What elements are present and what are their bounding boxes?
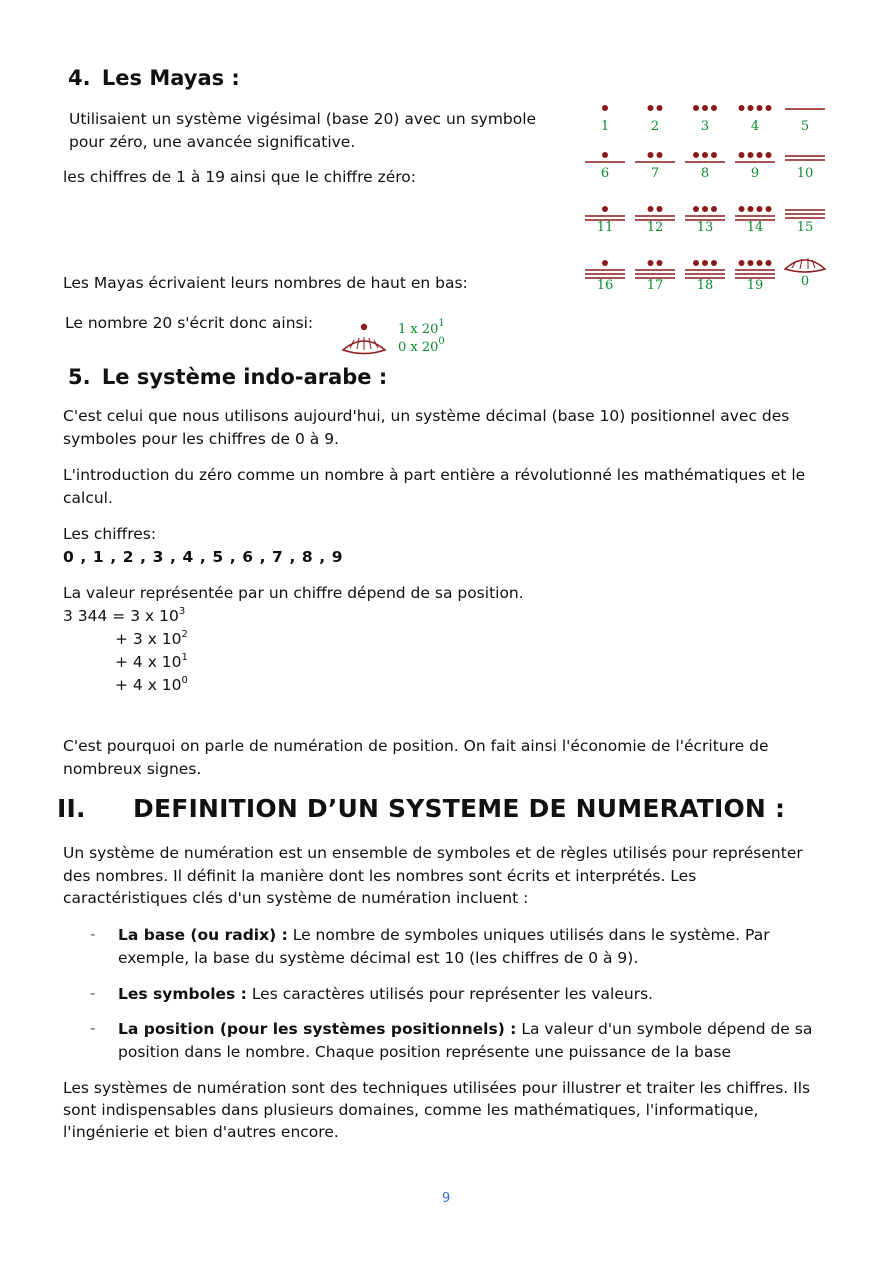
equation-term: 3 344 = 3 x 10 bbox=[63, 607, 179, 625]
maya-numeral-label: 6 bbox=[600, 166, 610, 181]
equation-term: + 4 x 10 bbox=[115, 653, 182, 671]
maya-twenty-figure bbox=[340, 320, 470, 362]
maya-numeral-1 bbox=[601, 105, 609, 134]
maya-dot bbox=[757, 206, 763, 212]
maya-dot bbox=[748, 206, 754, 212]
maya-numeral-3 bbox=[693, 105, 717, 134]
maya-dot bbox=[739, 152, 745, 158]
maya-numeral-label: 7 bbox=[650, 166, 660, 181]
definition-p1-line3: caractéristiques clés d'un système de numération incluent : bbox=[63, 889, 529, 907]
bullet-item-symboles bbox=[118, 983, 653, 1006]
bullet-item-position-line2: position dans le nombre. Chaque position représente une puissance de la base bbox=[118, 1043, 731, 1061]
equation-exponent: 3 bbox=[178, 606, 186, 617]
maya-numeral-label: 14 bbox=[746, 220, 764, 235]
maya-twenty-svg bbox=[340, 320, 400, 360]
bullet-text: Le nombre de symboles uniques utilisés dans le système. Par bbox=[287, 926, 770, 944]
bullet-term: Les symboles : bbox=[118, 985, 247, 1003]
maya-dot bbox=[766, 260, 772, 266]
maya-dot bbox=[739, 206, 745, 212]
bullet-marker: - bbox=[90, 984, 96, 1002]
indo-p2-line1: L'introduction du zéro comme un nombre à part entière a révolutionné les mathématiques et le bbox=[63, 466, 806, 484]
maya-numeral-label: 10 bbox=[796, 166, 814, 181]
maya-dot bbox=[648, 260, 654, 266]
indo-p2-line2: calcul. bbox=[63, 489, 113, 507]
mayas-intro-line2: pour zéro, une avancée significative. bbox=[69, 133, 356, 151]
maya-dot bbox=[702, 152, 708, 158]
maya-twenty-exp1: 1 bbox=[438, 318, 445, 329]
maya-numeral-6 bbox=[585, 152, 625, 181]
maya-twenty-line2: 0 x 20 bbox=[398, 340, 439, 355]
indo-p1-line1: C'est celui que nous utilisons aujourd'hui, un système décimal (base 10) positionnel avec des bbox=[63, 407, 790, 425]
equation-term: + 3 x 10 bbox=[115, 630, 182, 648]
indo-equation-line1 bbox=[63, 605, 185, 628]
maya-twenty-line1: 1 x 20 bbox=[398, 322, 439, 337]
maya-dot bbox=[648, 105, 654, 111]
maya-numeral-0 bbox=[785, 258, 825, 289]
equation-exponent: 2 bbox=[181, 629, 188, 640]
equation-exponent: 0 bbox=[181, 675, 188, 686]
maya-dot bbox=[693, 152, 699, 158]
mayas-intro-line1: Utilisaient un système vigésimal (base 20) avec un symbole bbox=[69, 110, 537, 128]
maya-numeral-10 bbox=[785, 156, 825, 181]
maya-dot bbox=[602, 105, 608, 111]
maya-numeral-5 bbox=[785, 109, 825, 134]
indo-p1-line2: symboles pour les chiffres de 0 à 9. bbox=[63, 430, 340, 448]
maya-numeral-18 bbox=[685, 260, 725, 293]
equation-exponent: 1 bbox=[181, 652, 188, 663]
maya-numeral-7 bbox=[635, 152, 675, 181]
maya-numeral-13 bbox=[685, 206, 725, 235]
indo-p3-line1: C'est pourquoi on parle de numération de position. On fait ainsi l'économie de l'écriture de bbox=[63, 737, 769, 755]
section-number: II. bbox=[57, 794, 86, 823]
maya-dot bbox=[657, 152, 663, 158]
maya-numeral-label: 9 bbox=[750, 166, 760, 181]
maya-dot bbox=[711, 206, 717, 212]
maya-dot bbox=[361, 324, 367, 330]
indo-equation-line4 bbox=[115, 674, 188, 697]
maya-numeral-17 bbox=[635, 260, 675, 293]
maya-dot bbox=[748, 260, 754, 266]
maya-numeral-2 bbox=[648, 105, 663, 134]
maya-dot bbox=[602, 206, 608, 212]
bullet-term: La position (pour les systèmes positionnels) : bbox=[118, 1020, 517, 1038]
maya-dot bbox=[693, 105, 699, 111]
maya-dot bbox=[739, 105, 745, 111]
maya-numeral-11 bbox=[585, 206, 625, 235]
bullet-text: La valeur d'un symbole dépend de sa bbox=[516, 1020, 813, 1038]
maya-dot bbox=[693, 260, 699, 266]
indo-value-text: La valeur représentée par un chiffre dépend de sa position. bbox=[63, 584, 524, 602]
indo-p3-line2: nombreux signes. bbox=[63, 760, 202, 778]
maya-dot bbox=[711, 105, 717, 111]
section-number: 5. bbox=[68, 365, 91, 389]
maya-dot bbox=[702, 105, 708, 111]
maya-dot bbox=[748, 152, 754, 158]
maya-dot bbox=[602, 260, 608, 266]
section-title: Les Mayas : bbox=[101, 66, 240, 90]
maya-numeral-label: 12 bbox=[646, 220, 664, 235]
equation-term: + 4 x 10 bbox=[115, 676, 182, 694]
maya-numeral-label: 17 bbox=[646, 278, 664, 293]
section-heading-indo bbox=[68, 365, 387, 389]
maya-numeral-9 bbox=[735, 152, 775, 181]
maya-numeral-15 bbox=[785, 210, 825, 235]
maya-dot bbox=[602, 152, 608, 158]
maya-dot bbox=[766, 105, 772, 111]
maya-dot bbox=[648, 152, 654, 158]
maya-dot bbox=[657, 105, 663, 111]
definition-p1-line2: des nombres. Il définit la manière dont les nombres sont écrits et interprétés. Les bbox=[63, 867, 697, 885]
mayas-order-text: Les Mayas écrivaient leurs nombres de haut en bas: bbox=[63, 274, 468, 292]
maya-dot bbox=[757, 152, 763, 158]
maya-numeral-label: 11 bbox=[596, 220, 614, 235]
maya-numeral-16 bbox=[585, 260, 625, 293]
bullet-text: Les caractères utilisés pour représenter les valeurs. bbox=[246, 985, 654, 1003]
maya-numeral-label: 3 bbox=[700, 119, 710, 134]
maya-dot bbox=[757, 260, 763, 266]
maya-dot bbox=[748, 105, 754, 111]
indo-digits-label: Les chiffres: bbox=[63, 525, 157, 543]
maya-numeral-label: 5 bbox=[800, 119, 810, 134]
bullet-term: La base (ou radix) : bbox=[118, 926, 288, 944]
maya-numerals-figure bbox=[585, 100, 835, 295]
maya-dot bbox=[711, 260, 717, 266]
maya-numeral-label: 0 bbox=[800, 274, 810, 289]
maya-numeral-8 bbox=[685, 152, 725, 181]
maya-dot bbox=[648, 206, 654, 212]
bullet-item-base-line2: exemple, la base du système décimal est 10 (les chiffres de 0 à 9). bbox=[118, 949, 639, 967]
maya-twenty-exp2: 0 bbox=[438, 336, 445, 347]
shell-icon bbox=[785, 260, 825, 272]
section-title: Le système indo-arabe : bbox=[101, 365, 388, 389]
indo-digits: 0 , 1 , 2 , 3 , 4 , 5 , 6 , 7 , 8 , 9 bbox=[63, 548, 344, 566]
definition-p2-line2: sont indispensables dans plusieurs domaines, comme les mathématiques, l'informatique, bbox=[63, 1101, 759, 1119]
section-number: 4. bbox=[68, 66, 91, 90]
maya-numeral-19 bbox=[735, 260, 775, 293]
maya-numeral-label: 18 bbox=[696, 278, 714, 293]
bullet-item-base-line1 bbox=[118, 924, 770, 947]
maya-numeral-label: 8 bbox=[700, 166, 710, 181]
maya-numeral-label: 2 bbox=[650, 119, 660, 134]
section-title: DEFINITION D’UN SYSTEME DE NUMERATION : bbox=[133, 794, 786, 823]
indo-equation-line2 bbox=[115, 628, 188, 651]
maya-dot bbox=[702, 206, 708, 212]
maya-numeral-label: 19 bbox=[746, 278, 764, 293]
shell-icon bbox=[343, 337, 385, 354]
indo-equation-line3 bbox=[115, 651, 188, 674]
maya-numeral-14 bbox=[735, 206, 775, 235]
maya-dot bbox=[693, 206, 699, 212]
bullet-item-position-line1 bbox=[118, 1018, 812, 1041]
maya-dot bbox=[766, 206, 772, 212]
maya-numeral-4 bbox=[739, 105, 772, 134]
mayas-digits-text: les chiffres de 1 à 19 ainsi que le chiffre zéro: bbox=[63, 168, 416, 186]
maya-dot bbox=[711, 152, 717, 158]
definition-p2-line1: Les systèmes de numération sont des techniques utilisées pour illustrer et traiter les chiffres. Ils bbox=[63, 1079, 811, 1097]
maya-numeral-label: 16 bbox=[596, 278, 614, 293]
mayas-twenty-text: Le nombre 20 s'écrit donc ainsi: bbox=[65, 314, 314, 332]
section-heading-definition bbox=[57, 794, 786, 823]
maya-dot bbox=[702, 260, 708, 266]
definition-p1-line1: Un système de numération est un ensemble de symboles et de règles utilisés pour représenter bbox=[63, 844, 803, 862]
maya-numeral-label: 15 bbox=[796, 220, 814, 235]
page-number: 9 bbox=[442, 1191, 451, 1206]
maya-dot bbox=[657, 206, 663, 212]
maya-numeral-12 bbox=[635, 206, 675, 235]
maya-numerals-svg bbox=[585, 100, 835, 295]
definition-p2-line3: l'ingénierie et bien d'autres encore. bbox=[63, 1123, 339, 1141]
maya-dot bbox=[757, 105, 763, 111]
maya-numeral-label: 13 bbox=[696, 220, 714, 235]
maya-dot bbox=[739, 260, 745, 266]
section-heading-mayas bbox=[68, 66, 240, 90]
maya-numeral-label: 1 bbox=[600, 119, 610, 134]
bullet-marker: - bbox=[90, 1019, 96, 1037]
maya-dot bbox=[766, 152, 772, 158]
bullet-marker: - bbox=[90, 925, 96, 943]
maya-numeral-label: 4 bbox=[750, 119, 760, 134]
maya-dot bbox=[657, 260, 663, 266]
